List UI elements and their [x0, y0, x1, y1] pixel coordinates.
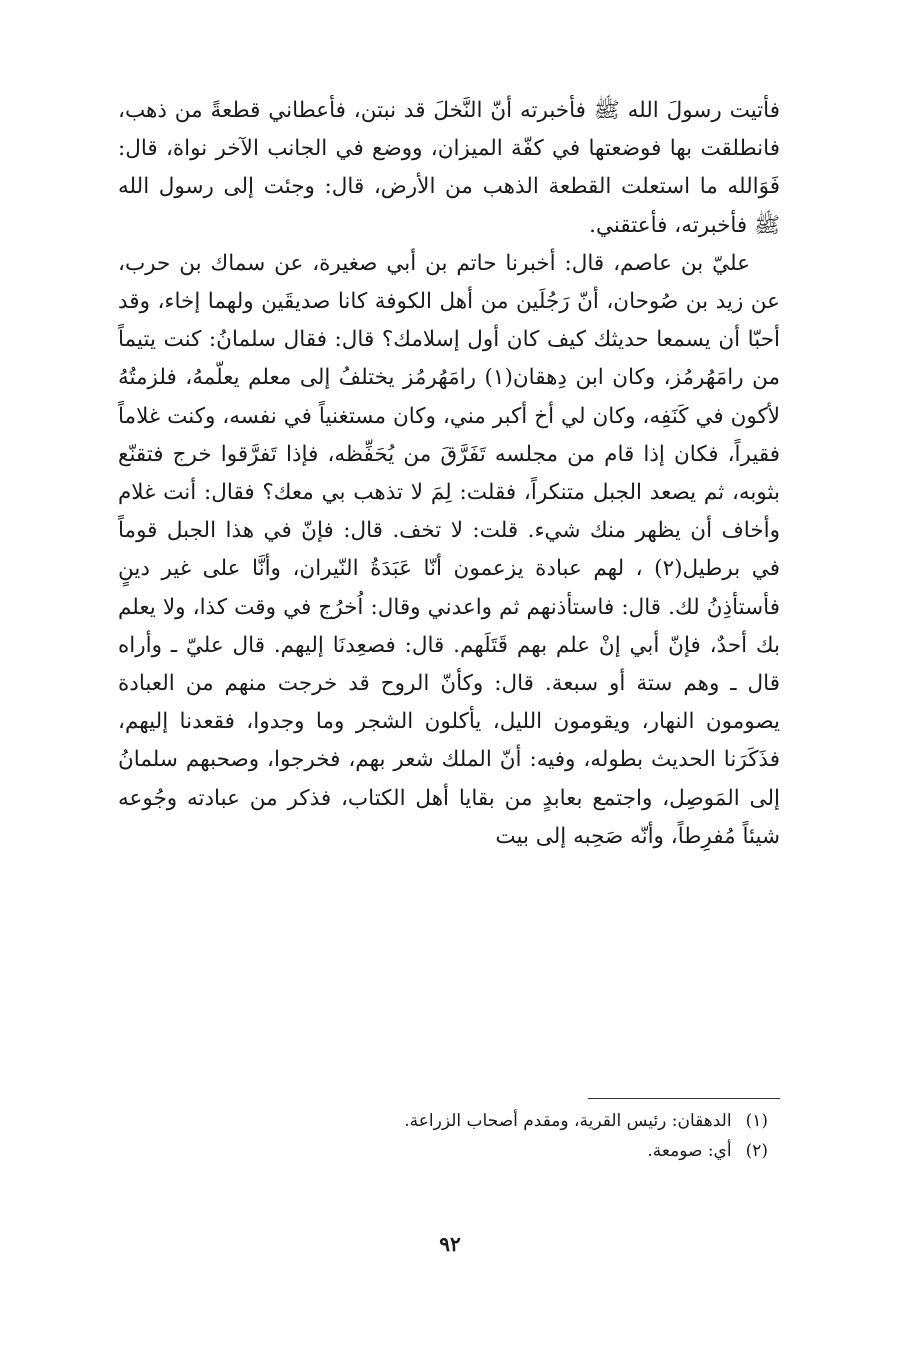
page-number: ٩٢ [439, 1232, 461, 1256]
footnote-text: الدهقان: رئيس القرية، ومقدم أصحاب الزراعة. [404, 1111, 732, 1131]
footnotes-block [300, 1106, 768, 1166]
paragraph-1: فأتيت رسولَ الله ﷺ فأخبرته أنّ النَّخلَ قد نبتن، فأعطاني قطعةً من ذهب، فانطلقت بها فوضعتها في كفّة الميزان، ووضع في الجانب الآخر نواة، قال: فَوَالله ما استعلت القطعة الذهب من الأرض، قال: وجئت إلى رسول الله ﷺ فأخبرته، فأعتقني. [118, 98, 780, 238]
footnote-1 [300, 1106, 768, 1136]
paragraph-2: عليّ بن عاصم، قال: أخبرنا حاتم بن أبي صغيرة، عن سماك بن حرب، عن زيد بن صُوحان، أنّ رَجُلَين من أهل الكوفة كانا صديقَين ولهما إخاء، وقد أحبّا أن يسمعا حديثك كيف كان أول إسلامك؟ قال: فقال سلمانُ: كنت يتيماً من رامَهُرمُز، وكان ابن دِهقان(١) رامَهُرمُز يختلفُ إلى معلم يعلّمهُ، فلزمتُهُ لأكون في كَنَفِه، وكان لي أخ أكبر مني، وكان مستغنياً في نفسه، وكنت غلاماً فقيراً، فكان إذا قام من مجلسه تَفَرَّقَ من يُحَفِّظه، فإذا تَفرَّقوا خرج فتقنّع بثوبه، ثم يصعد الجبل متنكراً، فقلت: لِمَ لا تذهب بي معك؟ فقال: أنت غلام وأخاف أن يظهر منك شيء. قلت: لا تخف. قال: فإنّ في هذا الجبل قوماً في برطيل(٢) ، لهم عبادة يزعمون أنّا عَبَدَةُ النّيران، وأنَّا على غير دينٍ فأستأذِنُ لك. قال: فاستأذنهم ثم واعدني وقال: اُخرُج في وقت كذا، ولا يعلم بك أحدٌ، فإنّ أبي إنْ علم بهم قَتَلَهم. قال: فصعِدنَا إليهم. قال عليّ ـ وأراه قال ـ وهم ستة أو سبعة. قال: وكأنّ الروح قد خرجت منهم من العبادة يصومون النهار، ويقومون الليل، يأكلون الشجر وما وجدوا، فقعدنا إليهم، فذَكَرَنا الحديث بطوله، وفيه: أنّ الملك شعر بهم، فخرجوا، وصحبهم سلمانُ إلى المَوصِل، واجتمع بعابدٍ من بقايا أهل الكتاب، فذكر من عبادته وجُوعه شيئاً مُفرِطاً، وأنّه صَحِبه إلى بيت [118, 250, 781, 849]
footnote-text: أي: صومعة. [647, 1141, 732, 1161]
footnote-2 [300, 1136, 768, 1166]
footnote-marker: (٢) [745, 1141, 768, 1161]
footnote-marker: (١) [745, 1111, 768, 1131]
footnote-divider [588, 1098, 780, 1099]
main-text-block [118, 92, 780, 856]
